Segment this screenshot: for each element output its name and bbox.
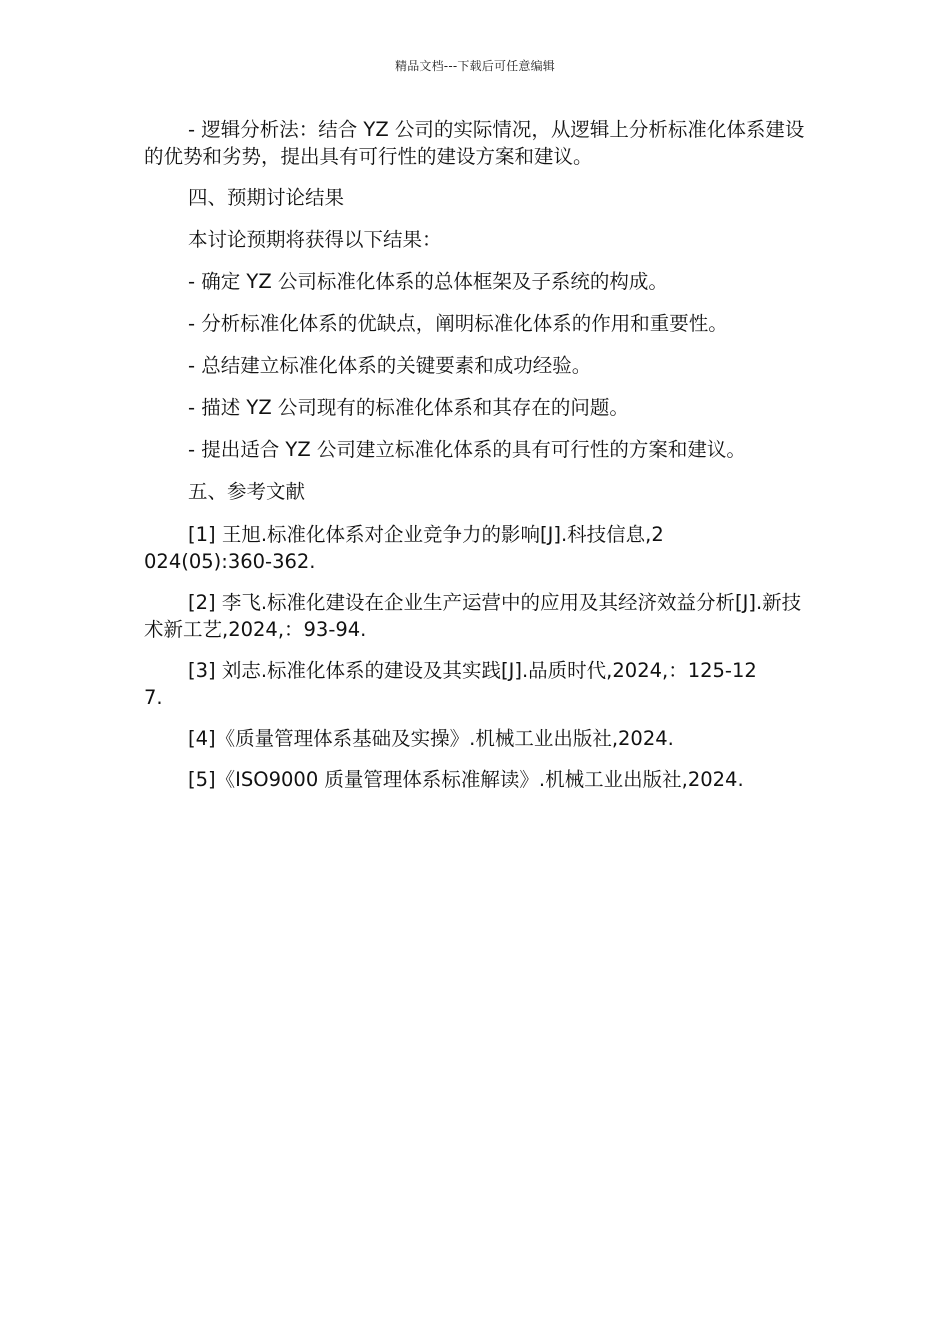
result-item: - 描述 YZ 公司现有的标准化体系和其存在的问题。 — [188, 396, 629, 419]
reference-item: [5]《ISO9000 质量管理体系标准解读》.机械工业出版社,2024. — [188, 768, 744, 791]
result-item: - 提出适合 YZ 公司建立标准化体系的具有可行性的方案和建议。 — [188, 438, 746, 461]
page-header: 精品文档---下载后可任意编辑 — [395, 59, 555, 73]
expected-results-intro: 本讨论预期将获得以下结果： — [188, 228, 442, 251]
method-logic-paragraph: - 逻辑分析法：结合 YZ 公司的实际情况，从逻辑上分析标准化体系建设的优势和劣势，提出具有可行性的建设方案和建议。 — [144, 118, 805, 168]
document-body — [144, 116, 808, 807]
reference-item: [1] 王旭.标准化体系对企业竞争力的影响[J].科技信息,2024(05):360-362. — [144, 523, 664, 573]
reference-item: [3] 刘志.标准化体系的建设及其实践[J].品质时代,2024,：125-127. — [144, 659, 757, 709]
reference-item: [2] 李飞.标准化建设在企业生产运营中的应用及其经济效益分析[J].新技术新工艺,2024,：93-94. — [144, 591, 802, 641]
section-heading-expected-results: 四、预期讨论结果 — [188, 186, 345, 209]
result-item: - 确定 YZ 公司标准化体系的总体框架及子系统的构成。 — [188, 270, 668, 293]
section-heading-references: 五、参考文献 — [188, 480, 306, 503]
reference-item: [4]《质量管理体系基础及实操》.机械工业出版社,2024. — [188, 727, 674, 750]
result-item: - 总结建立标准化体系的关键要素和成功经验。 — [188, 354, 592, 377]
result-item: - 分析标准化体系的优缺点，阐明标准化体系的作用和重要性。 — [188, 312, 728, 335]
